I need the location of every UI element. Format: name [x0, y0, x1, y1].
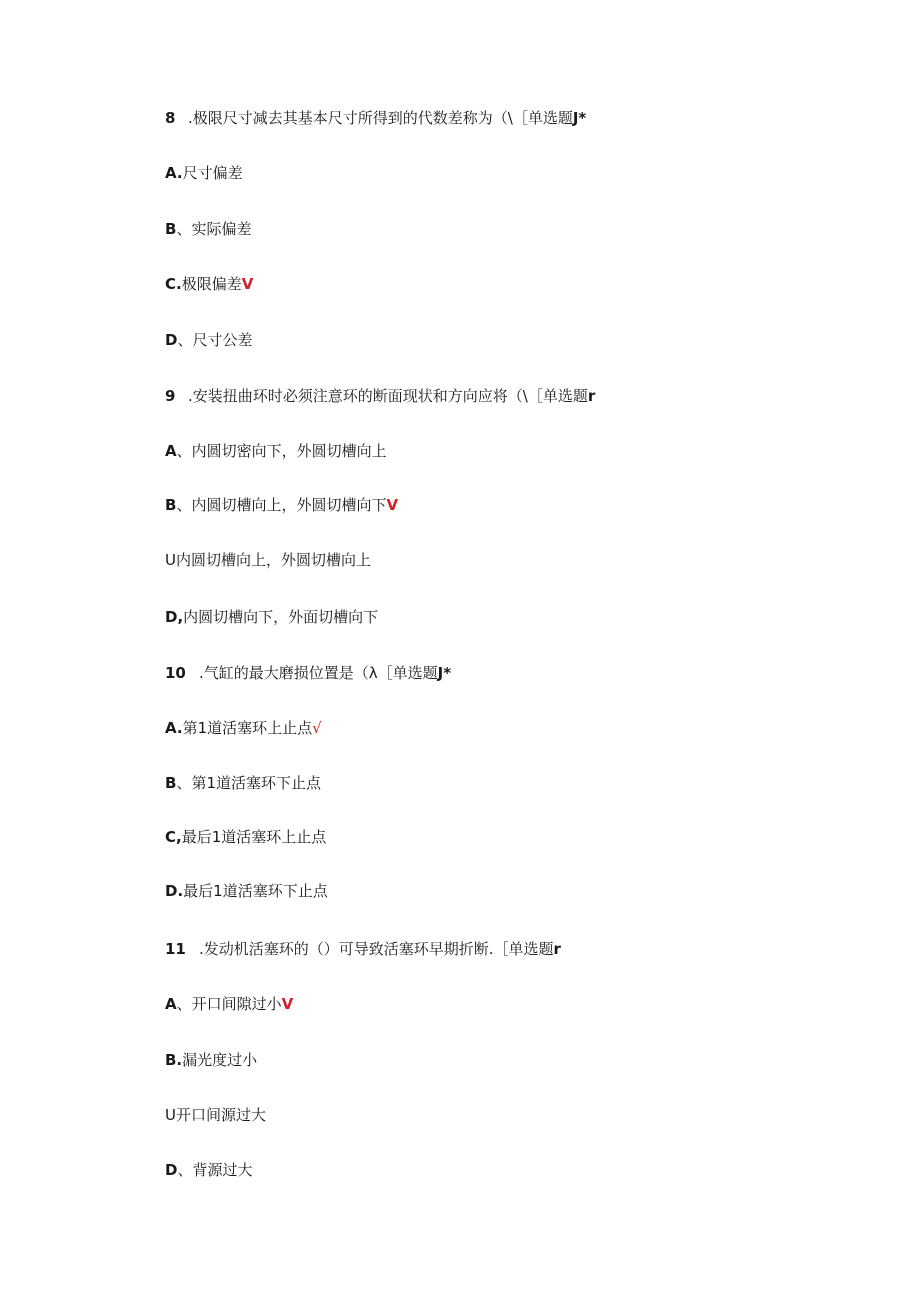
option-text: 第1道活塞环上止点 [182, 719, 313, 737]
question-11 [165, 939, 561, 959]
option-8-c [165, 274, 253, 294]
option-text: 开口间源过大 [175, 1106, 266, 1124]
question-tail: J* [572, 109, 587, 127]
option-text: 、第1道活塞环下止点 [176, 774, 321, 792]
option-letter: B [165, 774, 177, 792]
option-9-c [165, 550, 371, 570]
option-11-d [165, 1160, 252, 1180]
question-text: .发动机活塞环的（）可导致活塞环早期折断.［单选题 [199, 940, 554, 958]
option-text: 尺寸偏差 [182, 164, 243, 182]
option-letter: A [165, 995, 177, 1013]
question-8 [165, 108, 586, 128]
option-11-a [165, 994, 293, 1014]
question-10 [165, 663, 451, 683]
option-letter: C. [165, 275, 182, 293]
option-letter: D. [165, 882, 184, 900]
option-text: 极限偏差 [181, 275, 242, 293]
question-number: 11 [165, 940, 186, 958]
option-9-b [165, 495, 398, 515]
question-text: .极限尺寸减去其基本尺寸所得到的代数差称为（\［单选题 [188, 109, 573, 127]
option-text: 最后1道活塞环上止点 [181, 828, 327, 846]
correct-answer-mark: V [281, 995, 294, 1013]
option-10-d [165, 881, 328, 901]
option-9-d [165, 607, 378, 627]
option-8-d [165, 330, 252, 350]
option-letter: C, [165, 828, 182, 846]
option-text: 、背源过大 [177, 1161, 253, 1179]
option-text: 、尺寸公差 [177, 331, 253, 349]
option-letter: A. [165, 719, 183, 737]
option-10-a [165, 718, 322, 738]
option-letter: D [165, 1161, 178, 1179]
option-letter: A [165, 442, 177, 460]
option-8-a [165, 163, 243, 183]
option-letter: A. [165, 164, 183, 182]
question-text: .气缸的最大磨损位置是（λ［单选题 [199, 664, 438, 682]
correct-answer-mark: V [386, 496, 399, 514]
option-text: 漏光度过小 [182, 1051, 258, 1069]
question-tail: r [553, 940, 561, 958]
option-9-a [165, 441, 387, 461]
option-letter: D, [165, 608, 184, 626]
option-10-c [165, 827, 326, 847]
question-number: 8 [165, 109, 176, 127]
option-text: 、内圆切密向下，外圆切槽向上 [176, 442, 387, 460]
question-number: 9 [165, 387, 176, 405]
question-9 [165, 386, 595, 406]
option-text: 内圆切槽向下，外面切槽向下 [183, 608, 379, 626]
question-tail: r [587, 387, 596, 405]
question-tail: J* [437, 664, 452, 682]
option-text: 、开口间隙过小 [176, 995, 282, 1013]
correct-answer-mark: √ [312, 719, 322, 737]
option-11-c [165, 1105, 266, 1125]
option-text: 内圆切槽向上，外圆切槽向上 [175, 551, 371, 569]
option-10-b [165, 773, 321, 793]
option-text: 、实际偏差 [176, 220, 252, 238]
option-letter: B [165, 220, 177, 238]
option-letter: B [165, 496, 177, 514]
correct-answer-mark: V [241, 275, 254, 293]
option-letter: D [165, 331, 178, 349]
option-letter: U [165, 551, 176, 569]
option-letter: U [165, 1106, 176, 1124]
option-text: 、内圆切槽向上，外圆切槽向下 [176, 496, 387, 514]
question-text: .安装扭曲环时必须注意环的断面现状和方向应将（\［单选题 [188, 387, 588, 405]
option-letter: B. [165, 1051, 183, 1069]
option-8-b [165, 219, 251, 239]
option-11-b [165, 1050, 257, 1070]
option-text: 最后1道活塞环下止点 [183, 882, 328, 900]
question-number: 10 [165, 664, 186, 682]
